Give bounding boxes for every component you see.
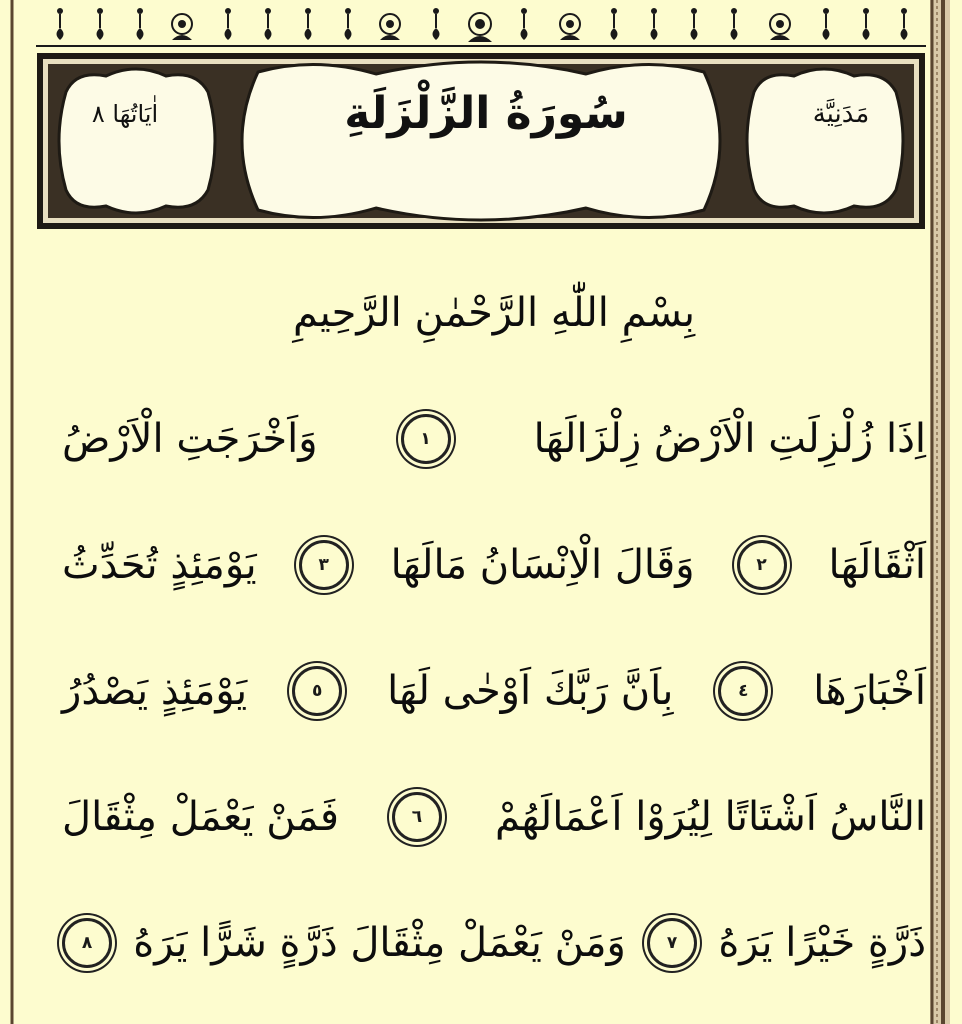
marker-glyph <box>36 0 37 1</box>
verse-end-marker: ٦ <box>392 792 442 842</box>
fleuron-icon <box>611 8 618 40</box>
verse-text: بِاَنَّ رَبَّكَ اَوْحٰى لَهَا <box>387 668 674 714</box>
verse-text: اَخْبَارَهَا <box>813 668 926 714</box>
fleuron-icon <box>651 8 658 40</box>
top-ornament-row <box>36 0 926 52</box>
fleuron-icon <box>731 8 738 40</box>
text-line <box>62 754 926 880</box>
fleuron-icon <box>901 8 908 40</box>
verse-end-marker: ٨ <box>62 918 112 968</box>
verse-text: وَاَخْرَجَتِ الْاَرْضُ <box>62 416 318 462</box>
fleuron-icon <box>57 8 64 40</box>
verse-text: يَوْمَئِذٍ يَصْدُرُ <box>62 668 248 714</box>
verse-text: وَمَنْ يَعْمَلْ مِثْقَالَ ذَرَّةٍ شَرًّا يَرَهُ <box>133 920 626 966</box>
verse-text: اِذَا زُلْزِلَتِ الْاَرْضُ زِلْزَالَهَا <box>533 416 926 462</box>
verse-end-marker: ١ <box>401 414 451 464</box>
text-line <box>62 502 926 628</box>
rosette-ornament-icon <box>380 14 400 40</box>
fleuron-icon <box>265 8 272 40</box>
verse-text: يَوْمَئِذٍ تُحَدِّثُ <box>62 542 257 588</box>
verse-end-marker: ٣ <box>299 540 349 590</box>
text-line <box>62 376 926 502</box>
fleuron-icon <box>97 8 104 40</box>
surah-title: سُورَةُ الزَّلْزَلَةِ <box>344 87 628 139</box>
verse-text: فَمَنْ يَعْمَلْ مِثْقَالَ <box>62 794 339 840</box>
fleuron-icon <box>691 8 698 40</box>
fleuron-icon <box>433 8 440 40</box>
fleuron-icon <box>137 8 144 40</box>
verse-end-marker: ٤ <box>718 666 768 716</box>
verse-end-marker: ٥ <box>292 666 342 716</box>
fleuron-icon <box>521 8 528 40</box>
fleuron-icon <box>305 8 312 40</box>
fleuron-icon <box>823 8 830 40</box>
fleuron-icon <box>863 8 870 40</box>
verse-count: اٰيَاتُهَا ٨ <box>91 100 159 128</box>
basmala <box>62 250 926 376</box>
rosette-ornament-icon <box>468 13 492 42</box>
verse-end-marker: ٧ <box>647 918 697 968</box>
basmala-text: بِسْمِ اللّٰهِ الرَّحْمٰنِ الرَّحِيمِ <box>292 290 696 336</box>
text-line <box>62 628 926 754</box>
rosette-ornament-icon <box>560 14 580 40</box>
surah-text <box>62 250 926 1006</box>
verse-text: اَثْقَالَهَا <box>828 542 926 588</box>
verse-end-marker: ٢ <box>737 540 787 590</box>
verse-text: ذَرَّةٍ خَيْرًا يَرَهُ <box>718 920 926 966</box>
fleuron-icon <box>225 8 232 40</box>
revelation-place: مَدَنِيَّة <box>812 99 870 129</box>
rosette-ornament-icon <box>172 14 192 40</box>
verse-text: النَّاسُ اَشْتَاتًا لِيُرَوْا اَعْمَالَهُمْ <box>494 794 926 840</box>
verse-text: وَقَالَ الْاِنْسَانُ مَالَهَا <box>390 542 695 588</box>
text-line <box>62 880 926 1006</box>
rosette-ornament-icon <box>770 14 790 40</box>
fleuron-icon <box>345 8 352 40</box>
surah-page <box>36 0 926 1024</box>
